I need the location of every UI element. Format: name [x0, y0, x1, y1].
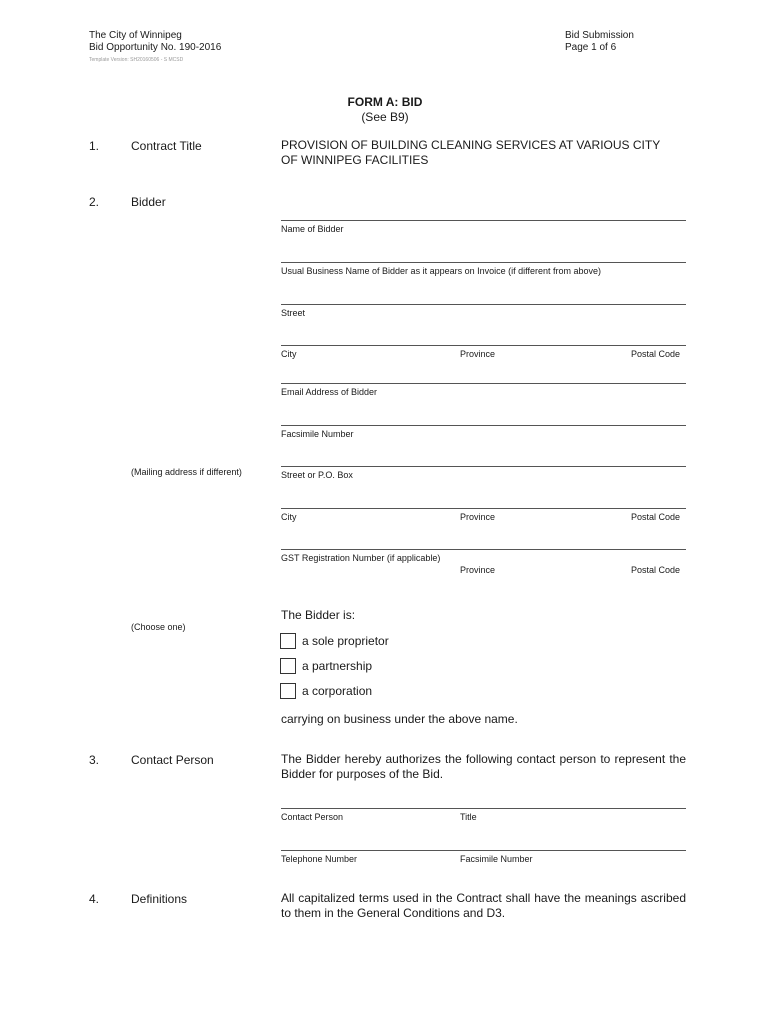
- telephone-fax-line[interactable]: [281, 850, 686, 851]
- form-title: FORM A: BID: [347, 95, 423, 109]
- mailing-address-note: (Mailing address if different): [131, 467, 242, 477]
- street-line[interactable]: [281, 304, 686, 305]
- section-2-label: Bidder: [131, 195, 166, 209]
- business-name-line[interactable]: [281, 262, 686, 263]
- bidder-is-heading: The Bidder is:: [281, 608, 356, 622]
- section-2-number: 2.: [89, 195, 100, 209]
- name-of-bidder-label: Name of Bidder: [281, 224, 344, 234]
- contact-person-title-line[interactable]: [281, 808, 686, 809]
- name-of-bidder-line[interactable]: [281, 220, 686, 221]
- contact-title-label: Title: [460, 812, 477, 822]
- city-province-postal-line[interactable]: [281, 345, 686, 346]
- gst-province-label: Province: [460, 565, 496, 575]
- email-label: Email Address of Bidder: [281, 387, 378, 397]
- choose-one-note: (Choose one): [131, 622, 186, 632]
- carrying-on-business-text: carrying on business under the above name.: [281, 712, 518, 726]
- business-name-label: Usual Business Name of Bidder as it appears on Invoice (if different from above): [281, 266, 601, 276]
- sole-proprietor-label: a sole proprietor: [302, 634, 389, 648]
- street-po-box-line[interactable]: [281, 466, 686, 467]
- city-label: City: [281, 349, 297, 359]
- gst-postal-code-label: Postal Code: [631, 565, 681, 575]
- definitions-text: All capitalized terms used in the Contract shall have the meanings ascribed to them in the General Conditions and D3.: [281, 891, 686, 920]
- mailing-postal-code-label: Postal Code: [631, 512, 681, 522]
- section-1-number: 1.: [89, 139, 100, 153]
- contact-person-authorization-text: The Bidder hereby authorizes the following contact person to represent the Bidder for purposes of the Bid.: [281, 752, 686, 781]
- province-label: Province: [460, 349, 496, 359]
- section-1-label: Contract Title: [131, 139, 202, 153]
- section-3-label: Contact Person: [131, 753, 214, 767]
- contact-fax-label: Facsimile Number: [460, 854, 533, 864]
- gst-line[interactable]: [281, 549, 686, 550]
- section-3-number: 3.: [89, 753, 100, 767]
- section-4-label: Definitions: [131, 892, 188, 906]
- mailing-province-label: Province: [460, 512, 496, 522]
- section-4-number: 4.: [89, 892, 100, 906]
- bid-submission-label: Bid Submission: [565, 30, 634, 41]
- corporation-label: a corporation: [302, 684, 373, 698]
- street-po-box-label: Street or P.O. Box: [281, 470, 353, 480]
- fax-line[interactable]: [281, 425, 686, 426]
- partnership-checkbox[interactable]: [280, 658, 296, 674]
- template-version: Template Version: SH20160506 - S MCSD: [89, 57, 184, 63]
- gst-label: GST Registration Number (if applicable): [281, 553, 441, 563]
- mailing-city-label: City: [281, 512, 297, 522]
- contract-title-line-2: OF WINNIPEG FACILITIES: [281, 153, 429, 167]
- contract-title-line-1: PROVISION OF BUILDING CLEANING SERVICES AT VARIOUS CITY: [281, 138, 661, 152]
- email-line[interactable]: [281, 383, 686, 384]
- sole-proprietor-checkbox[interactable]: [280, 633, 296, 649]
- org-name: The City of Winnipeg: [89, 30, 182, 41]
- street-label: Street: [281, 308, 306, 318]
- telephone-number-label: Telephone Number: [281, 854, 358, 864]
- bid-opportunity-number: Bid Opportunity No. 190-2016: [89, 42, 222, 53]
- form-subtitle: (See B9): [361, 110, 409, 124]
- partnership-label: a partnership: [302, 659, 373, 673]
- corporation-checkbox[interactable]: [280, 683, 296, 699]
- fax-label: Facsimile Number: [281, 429, 354, 439]
- contact-person-label: Contact Person: [281, 812, 344, 822]
- page-number: Page 1 of 6: [565, 42, 617, 53]
- mailing-city-line[interactable]: [281, 508, 686, 509]
- postal-code-label: Postal Code: [631, 349, 681, 359]
